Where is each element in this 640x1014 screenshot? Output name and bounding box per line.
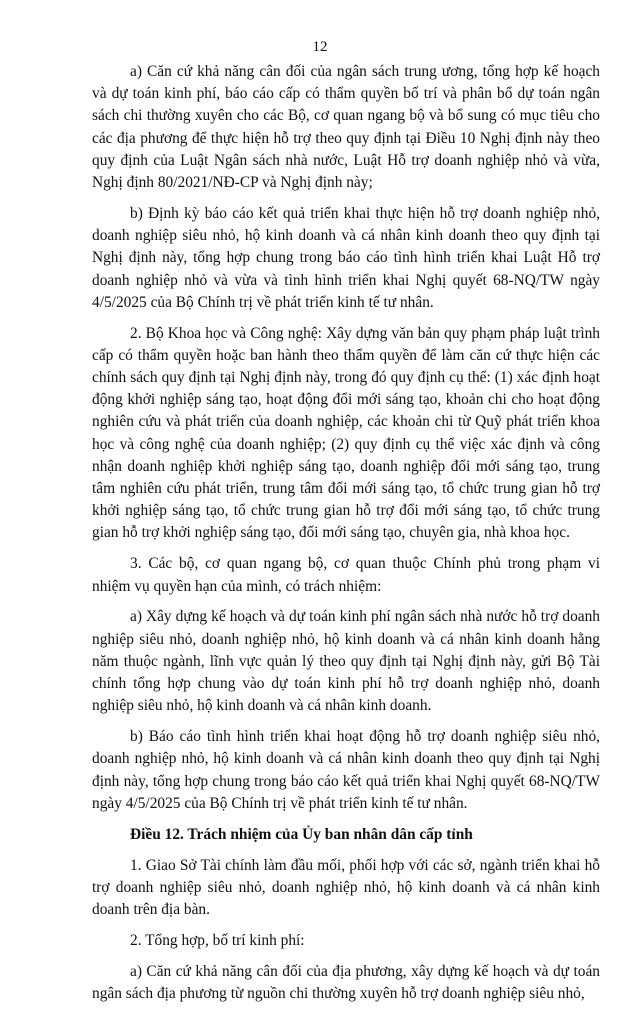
paragraph-3b: b) Định kỳ báo cáo kết quả triển khai thực hiện hỗ trợ doanh nghiệp nhỏ, doanh nghiệp siêu nhỏ, hộ kinh doanh và cá nhân kinh doanh theo quy định tại Nghị định này, tổng hợp chung trong báo cáo tình hình triển khai Luật Hỗ trợ doanh nghiệp nhỏ và vừa và tình hình triển khai Nghị quyết 68-NQ/TW ngày 4/5/2025 của Bộ Chính trị về phát triển kinh tế tư nhân.	[92, 204, 600, 311]
paragraph-ministry-science: 2. Bộ Khoa học và Công nghệ: Xây dựng văn bản quy phạm pháp luật trình cấp có thẩm quyền hoặc ban hành theo thẩm quyền để làm căn cứ thực hiện các chính sách quy định tại Nghị định này, trong đó quy định cụ thể: (1) xác định hoạt động khởi nghiệp sáng tạo, hoạt động đổi mới sáng tạo, khoản chi cho hoạt động nghiên cứu và phát triển của doanh nghiệp, các khoản chi từ Quỹ phát triển khoa học và công nghệ của doanh nghiệp; (2) quy định cụ thể việc xác định và công nhận doanh nghiệp khởi nghiệp sáng tạo, doanh nghiệp đổi mới sáng tạo, trung tâm nghiên cứu phát triển, trung tâm đổi mới sáng tạo, tổ chức trung gian hỗ trợ khởi nghiệp sáng tạo, tổ chức trung gian hỗ trợ đổi mới sáng tạo, tổ chức trung gian hỗ trợ khởi nghiệp sáng tạo, đổi mới sáng tạo, chuyên gia, nhà khoa học.	[92, 324, 600, 542]
page-number: 12	[312, 39, 328, 55]
paragraph-article12-1: 1. Giao Sở Tài chính làm đầu mối, phối hợp với các sở, ngành triển khai hỗ trợ doanh nghiệp siêu nhỏ, doanh nghiệp nhỏ, hộ kinh doanh và cá nhân kinh doanh trên địa bàn.	[92, 856, 600, 918]
paragraph-3a: a) Căn cứ khả năng cân đối của ngân sách trung ương, tổng hợp kế hoạch và dự toán kinh phí, báo cáo cấp có thẩm quyền bố trí và phân bổ dự toán ngân sách chi thường xuyên cho các Bộ, cơ quan ngang bộ và bổ sung có mục tiêu cho các địa phương để thực hiện hỗ trợ theo quy định tại Điều 10 Nghị định này theo quy định của Luật Ngân sách nhà nước, Luật Hỗ trợ doanh nghiệp nhỏ và vừa, Nghị định 80/2021/NĐ-CP và Nghị định này;	[92, 63, 600, 192]
paragraph-ministries-a: a) Xây dựng kế hoạch và dự toán kinh phí ngân sách nhà nước hỗ trợ doanh nghiệp siêu nhỏ, doanh nghiệp nhỏ, hộ kinh doanh và cá nhân kinh doanh hằng năm thuộc ngành, lĩnh vực quản lý theo quy định tại Nghị định này, gửi Bộ Tài chính tổng hợp chung vào dự toán kinh phí hỗ trợ doanh nghiệp nhỏ, doanh nghiệp siêu nhỏ, hộ kinh doanh và cá nhân kinh doanh.	[92, 608, 600, 715]
paragraph-ministries-b: b) Báo cáo tình hình triển khai hoạt động hỗ trợ doanh nghiệp siêu nhỏ, doanh nghiệp nhỏ, hộ kinh doanh và cá nhân kinh doanh theo quy định tại Nghị định này, tổng hợp chung trong báo cáo kết quả triển khai Nghị quyết 68-NQ/TW ngày 4/5/2025 của Bộ Chính trị về phát triển kinh tế tư nhân.	[92, 728, 600, 812]
document-body	[92, 61, 600, 1014]
paragraph-ministries: 3. Các bộ, cơ quan ngang bộ, cơ quan thuộc Chính phủ trong phạm vi nhiệm vụ quyền hạn của mình, có trách nhiệm:	[92, 555, 600, 595]
paragraph-article12-2: 2. Tổng hợp, bố trí kinh phí:	[130, 931, 305, 949]
paragraph-article12-2a: a) Căn cứ khả năng cân đối của địa phương, xây dựng kế hoạch và dự toán ngân sách địa phương từ nguồn chi thường xuyên hỗ trợ doanh nghiệp siêu nhỏ,	[92, 962, 600, 1002]
article-12-heading: Điều 12. Trách nhiệm của Ủy ban nhân dân cấp tỉnh	[130, 825, 473, 843]
